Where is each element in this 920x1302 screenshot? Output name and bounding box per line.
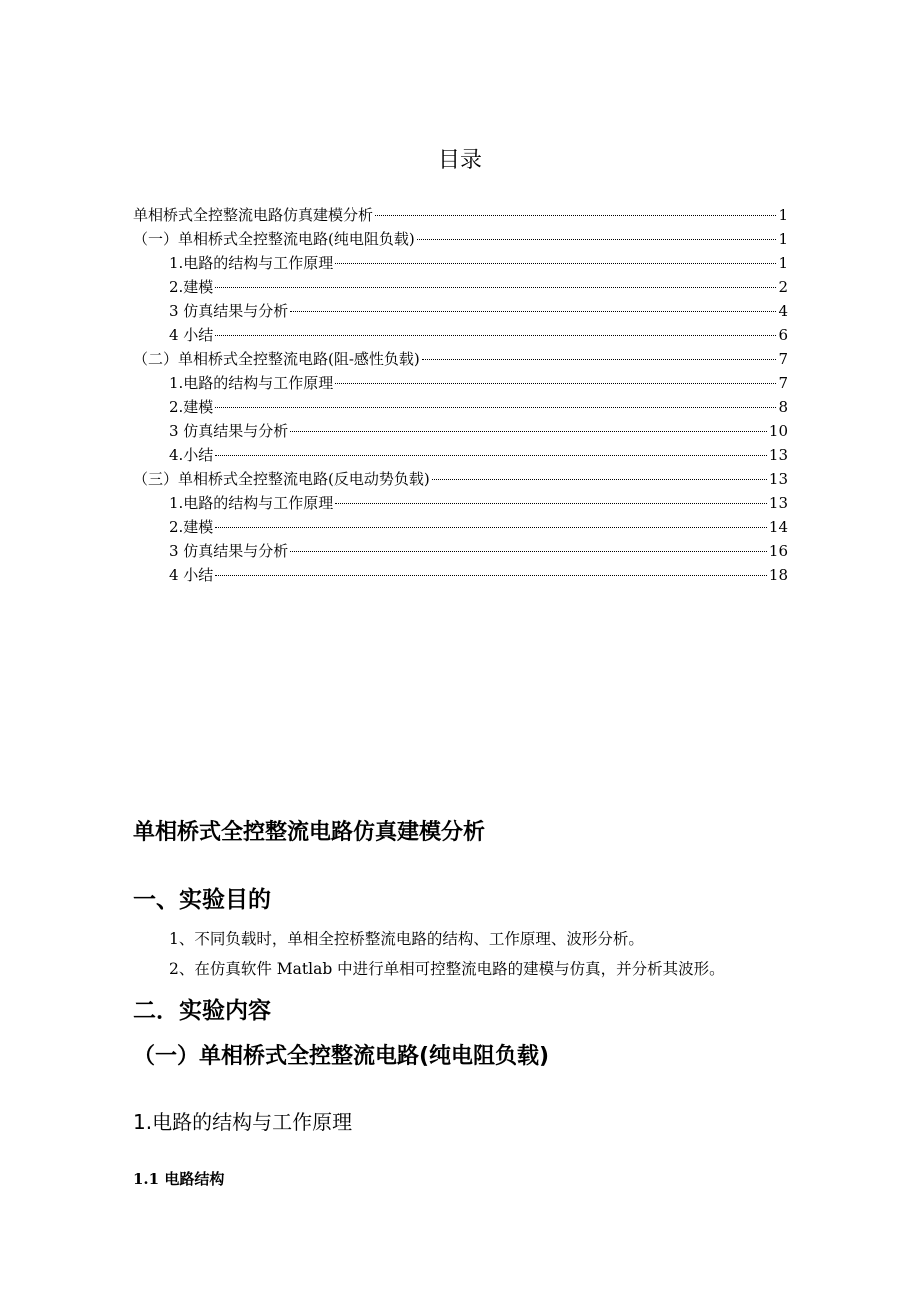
toc-entry[interactable] [133, 395, 788, 419]
toc-entry-label: 3 仿真结果与分析 [169, 422, 289, 440]
toc-leader-dots [215, 527, 767, 528]
toc-entry-page: 10 [768, 422, 788, 440]
toc-entry-page: 13 [768, 494, 788, 512]
toc-entry-label: 3 仿真结果与分析 [169, 542, 289, 560]
toc-entry-page: 4 [778, 302, 788, 320]
toc-entry[interactable] [133, 251, 788, 275]
toc-leader-dots [215, 575, 767, 576]
toc-entry-label: 4 小结 [169, 566, 214, 584]
toc-entry[interactable] [133, 275, 788, 299]
toc-entry[interactable] [133, 563, 788, 587]
toc-entry-label: 2.建模 [169, 278, 214, 296]
section-heading-content: 二．实验内容 [133, 998, 271, 1024]
toc-leader-dots [290, 311, 776, 312]
subsection-heading: （一）单相桥式全控整流电路(纯电阻负载) [133, 1044, 550, 1069]
minor-heading: 1.1 电路结构 [133, 1170, 225, 1188]
section-heading-purpose: 一、实验目的 [133, 887, 271, 913]
toc-entry-label: 2.建模 [169, 518, 214, 536]
toc-entry[interactable] [133, 227, 788, 251]
toc-entry-page: 13 [768, 470, 788, 488]
toc-entry[interactable] [133, 515, 788, 539]
toc-entry-page: 7 [778, 350, 788, 368]
toc-entry[interactable] [133, 491, 788, 515]
toc-leader-dots [215, 407, 776, 408]
toc-entry[interactable] [133, 419, 788, 443]
subsubsection-heading: 1.电路的结构与工作原理 [133, 1110, 353, 1134]
toc-leader-dots [215, 287, 776, 288]
toc-leader-dots [417, 239, 777, 240]
toc-entry-page: 6 [778, 326, 788, 344]
toc-entry-label: （二）单相桥式全控整流电路(阻-感性负载) [133, 350, 420, 368]
toc-entry-page: 16 [768, 542, 788, 560]
toc-entry-label: 1.电路的结构与工作原理 [169, 254, 334, 272]
toc-entry-page: 2 [778, 278, 788, 296]
toc-entry[interactable] [133, 299, 788, 323]
toc-entry-label: 1.电路的结构与工作原理 [169, 374, 334, 392]
toc-leader-dots [335, 263, 776, 264]
toc-leader-dots [335, 503, 767, 504]
toc-leader-dots [422, 359, 777, 360]
toc-entry-label: 3 仿真结果与分析 [169, 302, 289, 320]
toc-entry[interactable] [133, 443, 788, 467]
toc-entry[interactable] [133, 203, 788, 227]
toc-entry-page: 7 [778, 374, 788, 392]
toc-entry-page: 13 [768, 446, 788, 464]
toc-entry[interactable] [133, 347, 788, 371]
toc-entry-label: 1.电路的结构与工作原理 [169, 494, 334, 512]
toc-entry-page: 1 [778, 254, 788, 272]
toc-entry-page: 1 [778, 206, 788, 224]
toc-entry-page: 18 [768, 566, 788, 584]
toc-entry-label: 单相桥式全控整流电路仿真建模分析 [133, 206, 374, 224]
toc-entry-page: 1 [778, 230, 788, 248]
toc-leader-dots [432, 479, 767, 480]
document-title: 单相桥式全控整流电路仿真建模分析 [133, 820, 486, 845]
toc-entry-label: 4.小结 [169, 446, 214, 464]
purpose-item-2: 2、在仿真软件 Matlab 中进行单相可控整流电路的建模与仿真，并分析其波形。 [169, 960, 725, 978]
purpose-item-1: 1、不同负载时，单相全控桥整流电路的结构、工作原理、波形分析。 [169, 930, 644, 948]
toc-entry[interactable] [133, 467, 788, 491]
toc-leader-dots [335, 383, 776, 384]
toc-leader-dots [290, 551, 767, 552]
toc-entry-page: 8 [778, 398, 788, 416]
toc-entry[interactable] [133, 371, 788, 395]
toc-entry-label: 4 小结 [169, 326, 214, 344]
toc-entry[interactable] [133, 323, 788, 347]
toc-entry-label: 2.建模 [169, 398, 214, 416]
toc-title: 目录 [437, 148, 482, 173]
toc-entry[interactable] [133, 539, 788, 563]
toc-leader-dots [215, 335, 776, 336]
toc-entry-label: （一）单相桥式全控整流电路(纯电阻负载) [133, 230, 415, 248]
toc-leader-dots [375, 215, 776, 216]
toc-leader-dots [290, 431, 767, 432]
toc-entry-label: （三）单相桥式全控整流电路(反电动势负载) [133, 470, 430, 488]
toc-entry-page: 14 [768, 518, 788, 536]
table-of-contents [133, 203, 788, 587]
toc-leader-dots [215, 455, 767, 456]
